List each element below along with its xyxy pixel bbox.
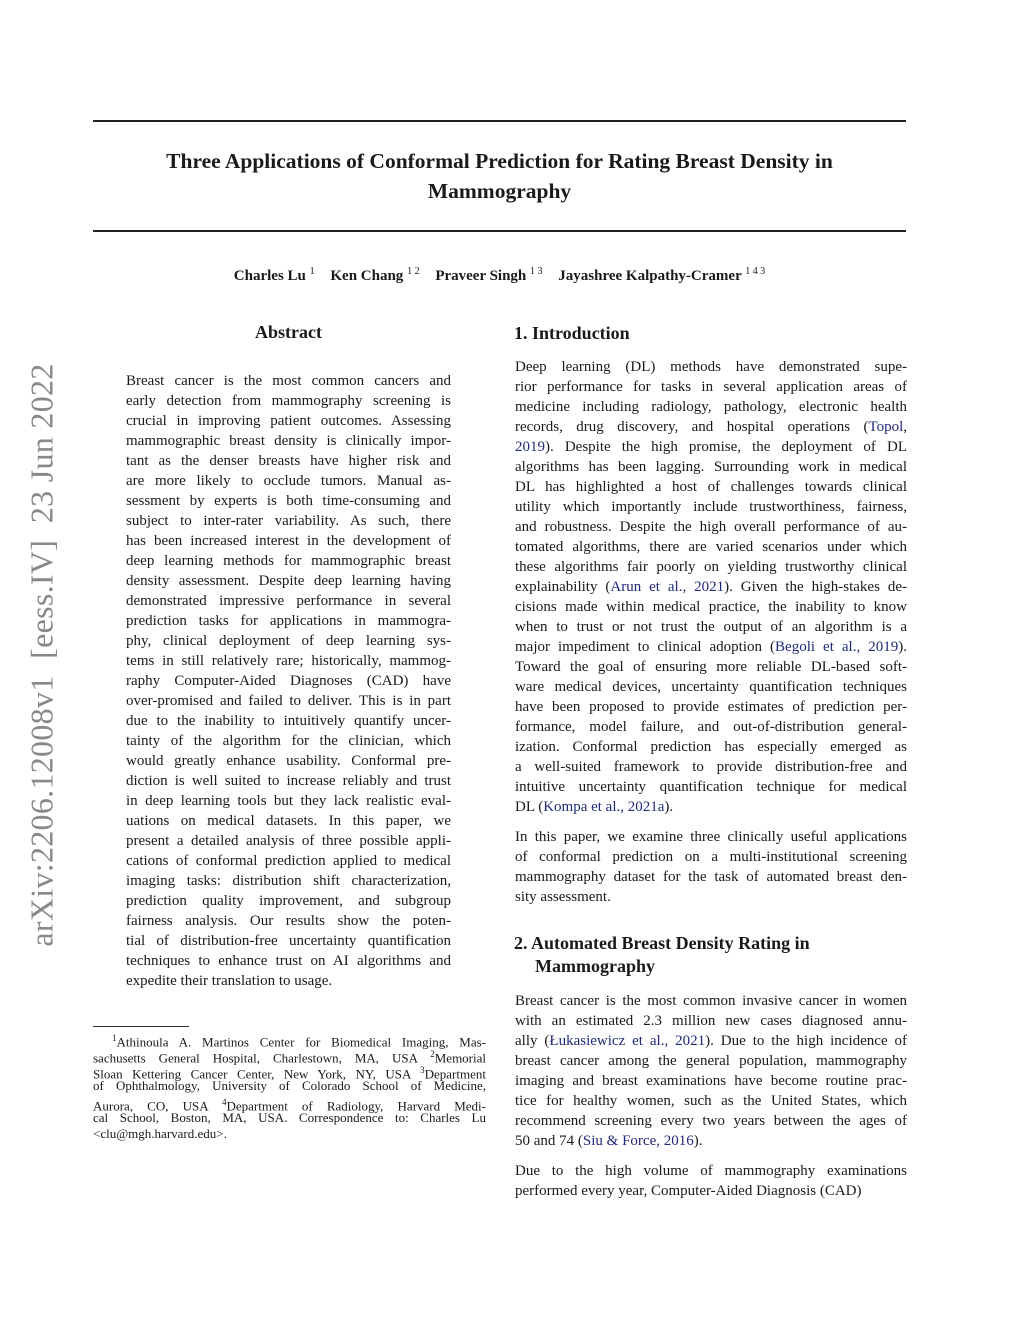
section-heading-breast-density-line-2: Mammography	[535, 956, 655, 976]
body-text-line: with an estimated 2.3 million new cases diagnosed annu-	[515, 1013, 907, 1029]
abstract-line: subject to inter-rater variability. As such, there	[126, 513, 451, 529]
abstract-line: present a detailed analysis of three possible appli-	[126, 833, 451, 849]
body-text-line: explainability (Arun et al., 2021). Given the high-stakes de-	[515, 579, 907, 595]
body-text-line: ware medical devices, uncertainty quantification techniques	[515, 679, 907, 695]
abstract-line: tainty of the algorithm for the clinician, which	[126, 733, 451, 749]
body-text-line: of conformal prediction on a multi-institutional screening	[515, 849, 907, 865]
footnote-marker: 3	[420, 1065, 425, 1075]
paper-title-line-2: Mammography	[427, 179, 572, 203]
body-text-line: intuitive uncertainty quantification technique for medical	[515, 779, 907, 795]
abstract-line: expedite their translation to usage.	[126, 973, 333, 989]
abstract-line: mammographic breast density is clinically impor-	[126, 433, 451, 449]
body-text-line: utility which importantly include trustworthiness, fairness,	[515, 499, 907, 515]
citation-link[interactable]: 2019	[515, 439, 545, 455]
body-text-line: recommend screening every two years between the ages of	[515, 1113, 907, 1129]
section-heading-introduction: 1. Introduction	[514, 323, 630, 343]
body-text-line: records, drug discovery, and hospital operations (Topol,	[515, 419, 907, 435]
title-top-rule	[93, 120, 906, 122]
body-text-line: 50 and 74 (Siu & Force, 2016).	[515, 1133, 703, 1149]
abstract-line: sessment by experts is both time-consuming and	[126, 493, 451, 509]
footnote-line: Aurora, CO, USA $^4$Department of Radiology, Harvard Medi-	[93, 1097, 486, 1114]
body-text-line: formance, model failure, and out-of-distribution general-	[515, 719, 907, 735]
abstract-line: diction is well suited to increase reliably and trust	[126, 773, 451, 789]
footnote-line: $^1$Athinoula A. Martinos Center for Biomedical Imaging, Mas-	[112, 1033, 486, 1050]
body-text-line: DL has highlighted a host of challenges towards clinical	[515, 479, 907, 495]
author-affiliation: 1	[309, 266, 315, 277]
author	[435, 268, 542, 284]
abstract-line: prediction quality improvement, and subgroup	[126, 893, 451, 909]
body-text-line: cisions made within medical practice, the inability to know	[515, 599, 907, 615]
citation-link[interactable]: Arun et al., 2021	[610, 579, 725, 595]
author-affiliation: 1 2	[407, 266, 420, 277]
author	[558, 268, 765, 284]
footnote-line: Sloan Kettering Cancer Center, New York, NY, USA $^3$Department	[93, 1065, 486, 1082]
body-text-line: have been proposed to provide estimates of prediction per-	[515, 699, 907, 715]
citation-link[interactable]: Topol	[868, 419, 904, 435]
abstract-line: over-promised and failed to deliver. This is in part	[126, 693, 451, 709]
abstract-line: due to the inability to intuitively quantify uncer-	[126, 713, 451, 729]
author-name: Charles Lu	[233, 268, 306, 284]
footnote-line: <clu@mgh.harvard.edu>.	[93, 1126, 227, 1141]
abstract-line: fairness analysis. Our results show the poten-	[126, 913, 451, 929]
abstract-line: tems in still relatively rare; historically, mammog-	[126, 653, 451, 669]
abstract-line: cations of conformal prediction applied to medical	[126, 853, 451, 869]
abstract-line: imaging tasks: distribution shift characterization,	[126, 873, 451, 889]
author-affiliation: 1 3	[530, 266, 543, 277]
abstract-line: phy, clinical deployment of deep learning sys-	[126, 633, 451, 649]
body-text-line: these algorithms fair poorly on yielding trustworthy clinical	[515, 559, 907, 575]
abstract-line: deep learning methods for mammographic breast	[126, 553, 451, 569]
body-text-line: Deep learning (DL) methods have demonstrated supe-	[515, 359, 907, 375]
abstract-heading: Abstract	[255, 322, 322, 342]
body-text-line: Due to the high volume of mammography examinations	[515, 1163, 907, 1179]
citation-link[interactable]: Kompa et al., 2021a	[543, 799, 665, 815]
body-text-line: tice for healthy women, such as the United States, which	[515, 1093, 907, 1109]
arxiv-identifier-stamp[interactable]: arXiv:2206.12008v1 [eess.IV] 23 Jun 2022	[23, 363, 60, 947]
abstract-line: has been increased interest in the development of	[126, 533, 451, 549]
abstract-line: early detection from mammography screening is	[126, 393, 451, 409]
footnote-line: sachusetts General Hospital, Charlestown, MA, USA $^2$Memorial	[93, 1049, 486, 1066]
section-heading-breast-density-line-1: 2. Automated Breast Density Rating in	[514, 933, 810, 953]
abstract-line: raphy Computer-Aided Diagnoses (CAD) have	[126, 673, 451, 689]
paper-title-line-1: Three Applications of Conformal Prediction for Rating Breast Density in	[166, 149, 833, 173]
body-text-line: and robustness. Despite the high overall performance of au-	[515, 519, 907, 535]
author-name: Praveer Singh	[435, 268, 527, 284]
title-bottom-rule	[93, 230, 906, 232]
body-text-line: performed every year, Computer-Aided Diagnosis (CAD)	[515, 1183, 862, 1199]
arxiv-sidebar	[0, 0, 80, 1325]
body-text-line: tomated algorithms, there are varied scenarios under which	[515, 539, 907, 555]
footnote-rule	[93, 1026, 189, 1027]
abstract-line: would greatly enhance usability. Conformal pre-	[126, 753, 451, 769]
abstract-line: techniques to enhance trust on AI algorithms and	[126, 953, 451, 969]
footnote-line: of Ophthalmology, University of Colorado School of Medicine,	[93, 1078, 486, 1093]
body-text-line: Breast cancer is the most common invasive cancer in women	[515, 993, 907, 1009]
footnote-marker: 1	[112, 1033, 117, 1043]
body-text-line: DL (Kompa et al., 2021a).	[515, 799, 674, 815]
citation-link[interactable]: Łukasiewicz et al., 2021	[549, 1033, 706, 1049]
body-text-line: rior performance for tasks in several application areas of	[515, 379, 907, 395]
body-text-line: medicine including radiology, pathology, electronic health	[515, 399, 907, 415]
body-text-line: ization. Conformal prediction has especially emerged as	[515, 739, 907, 755]
body-text-line: when to trust or not trust the output of an algorithm is a	[515, 619, 907, 635]
author	[234, 268, 315, 284]
abstract-line: in deep learning tools but they lack realistic eval-	[126, 793, 451, 809]
footnote-line: cal School, Boston, MA, USA. Correspondence to: Charles Lu	[93, 1110, 486, 1125]
body-text-line: mammography dataset for the task of automated breast den-	[515, 869, 907, 885]
body-text-line: imaging and breast examinations have become routine prac-	[515, 1073, 907, 1089]
body-text-line: ally (Łukasiewicz et al., 2021). Due to the high incidence of	[515, 1033, 908, 1049]
abstract-line: prediction tasks for applications in mammogra-	[126, 613, 451, 629]
abstract-line: tial of distribution-free uncertainty quantification	[126, 933, 451, 949]
body-text-line: 2019). Despite the high promise, the deployment of DL	[515, 439, 907, 455]
abstract-line: crucial in improving patient outcomes. Assessing	[126, 413, 451, 429]
abstract-line: Breast cancer is the most common cancers and	[126, 373, 451, 389]
body-text-line: a well-suited framework to provide distribution-free and	[515, 759, 907, 775]
abstract-line: density assessment. Despite deep learning having	[126, 573, 451, 589]
abstract-line: demonstrated impressive performance in several	[126, 593, 451, 609]
author-name: Jayashree Kalpathy-Cramer	[558, 268, 742, 284]
author	[330, 268, 419, 284]
citation-link[interactable]: Begoli et al., 2019	[775, 639, 899, 655]
author-name: Ken Chang	[330, 268, 404, 284]
body-text-line: breast cancer among the general population, mammography	[515, 1053, 907, 1069]
author-list	[93, 266, 906, 285]
abstract-line: uations on medical datasets. In this paper, we	[126, 813, 451, 829]
body-text-line: sity assessment.	[515, 889, 611, 905]
footnote-marker: 4	[221, 1097, 227, 1107]
body-text-line: In this paper, we examine three clinically useful applications	[515, 829, 907, 845]
abstract-line: tant as the denser breasts have higher risk and	[126, 453, 451, 469]
body-text-line: major impediment to clinical adoption (Begoli et al., 2019).	[515, 639, 907, 655]
body-text-line: algorithms has been lagging. Surrounding work in medical	[515, 459, 907, 475]
citation-link[interactable]: Siu & Force, 2016	[582, 1133, 694, 1149]
footnote-marker: 2	[430, 1049, 435, 1059]
author-affiliation: 1 4 3	[745, 266, 766, 277]
body-text-line: Toward the goal of ensuring more reliable DL-based soft-	[515, 659, 907, 675]
abstract-line: are more likely to occlude tumors. Manual as-	[126, 473, 451, 489]
